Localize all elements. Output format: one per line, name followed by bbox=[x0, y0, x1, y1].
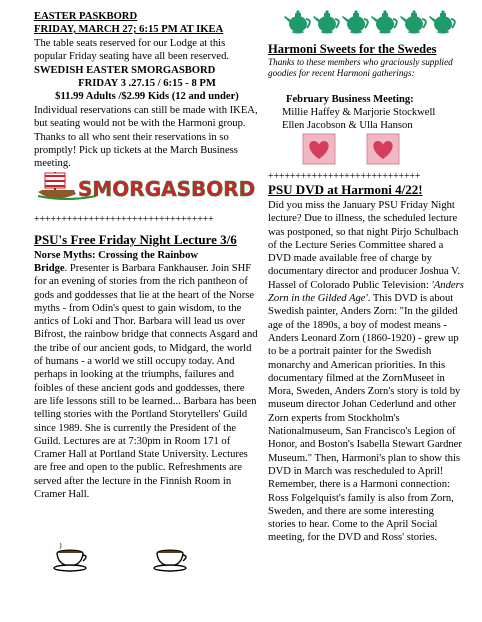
smorgasbord-banner bbox=[36, 168, 256, 206]
easter-title: EASTER PASKBORD bbox=[34, 11, 138, 22]
dvd-body-2: . This DVD is about Swedish painter, Anders Zorn: "In the gilded age of the 1890s, a boy of modest means - Anders Leonard Zorn (1860-1920) - grew up to be a portrait painter for the Swedish monarchy and American priorities. In this documentary filmed at the ZornMuseet in Mora, Sweden, Anders Zorn's story is told by museum director Johan Cederlund and other Zorn experts from Stockholm's Nationalmuseum, San Francisco's Legion of Honor, and Boston's Isabella Stewart Gardner Museum." Then, Harmoni's plan to show this DVD in March was rescheduled to April! Remember, there is a Harmoni connection: Ross Folgelquist's family is also from Zorn, Sweden, and there are some interesting stories to hear. Come to the April Social meeting, for the DVD and Ross' stories. bbox=[268, 293, 462, 544]
teapot-icon bbox=[400, 10, 426, 33]
divider-left: +++++++++++++++++++++++++++++++++ bbox=[34, 214, 214, 225]
event-time: FRIDAY 3 .27.15 / 6:15 - 8 PM bbox=[78, 78, 216, 89]
sweets-title: Harmoni Sweets for the Swedes bbox=[268, 42, 437, 56]
teapot-icon bbox=[342, 10, 368, 33]
sweets-names-1: Millie Haffey & Marjorie Stockwell bbox=[282, 107, 436, 118]
coffee-cup-icon bbox=[152, 545, 192, 575]
teapot-icon bbox=[313, 10, 339, 33]
lecture-subtitle-cont: Bridge bbox=[34, 263, 65, 274]
lecture-subtitle: Norse Myths: Crossing the Rainbow bbox=[34, 250, 199, 261]
heart-card-icon bbox=[302, 133, 336, 165]
lecture-body bbox=[34, 262, 260, 501]
easter-date: FRIDAY, MARCH 27; 6:15 PM AT IKEA bbox=[34, 24, 224, 35]
teapot-icon bbox=[429, 10, 455, 33]
teapot-icon bbox=[371, 10, 397, 33]
banner-text: SMORGASBORD bbox=[78, 177, 256, 201]
dvd-film-title: 'Anders Zorn in the Gilded Age' bbox=[268, 279, 464, 305]
sweets-names-2: Ellen Jacobson & Ulla Hanson bbox=[282, 120, 413, 131]
easter-intro: The table seats reserved for our Lodge at this popular Friday seating have all been reserved. bbox=[34, 38, 230, 63]
sweets-thanks: Thanks to these members who graciously supplied goodies for recent Harmoni gatherings: bbox=[268, 57, 453, 78]
event-price: $11.99 Adults /$2.99 Kids (12 and under) bbox=[55, 91, 239, 102]
teapot-icon bbox=[284, 10, 310, 33]
heart-card-icon bbox=[366, 133, 400, 165]
lecture-body-text: . Presenter is Barbara Fankhauser. Join SHF for an evening of stories from the rich pantheon of gods and goddesses that lie at the heart of the Norse myths - from Odin's quest to gain wisdom, to the antics of Loki and Thor. Barbara will lead us over Bifrost, the rainbow bridge that connects Asgard and the tribe of our ancient gods, to Midgard, the world of humans - a world we still occupy today. And perhaps in looking at the triumphs, failures and foibles of these ancient gods and goddesses, there are life lessons still to be learned... Barbara has been telling stories with the Portland Storytellers' Guild since 1989. She is currently the President of the Guild. Lectures are at 7:30pm in Room 171 of Cramer Hall at Portland State University. Lectures are free and open to the public. Refreshments are served after the lecture in the Finnish Room in Cramer Hall. bbox=[34, 263, 258, 501]
dvd-body-1: Did you miss the January PSU Friday Night lecture? Due to illness, the scheduled lecture was postponed, so that night Pirjo Schulbach of the Lecture Series Committee shared a DVD made available free of charge by documentary director and producer Joshua V. Hassel of Colorado Public Television: bbox=[268, 200, 461, 291]
easter-body: Individual reservations can still be made with IKEA, but seating would not be with the Harmoni group. Thanks to all who sent their reservations in so promptly! Pick up tickets at the March Business meeting. bbox=[34, 105, 258, 170]
dvd-title: PSU DVD at Harmoni 4/22! bbox=[268, 182, 423, 197]
meeting-title: February Business Meeting: bbox=[286, 94, 414, 105]
coffee-cup-icon bbox=[52, 545, 92, 575]
divider-right: ++++++++++++++++++++++++++++ bbox=[268, 171, 421, 182]
smorgasbord-title: SWEDISH EASTER SMORGASBORD bbox=[34, 65, 216, 76]
dvd-body bbox=[268, 199, 464, 545]
teapot-row bbox=[286, 8, 456, 36]
lecture-title: PSU's Free Friday Night Lecture 3/6 bbox=[34, 232, 237, 247]
